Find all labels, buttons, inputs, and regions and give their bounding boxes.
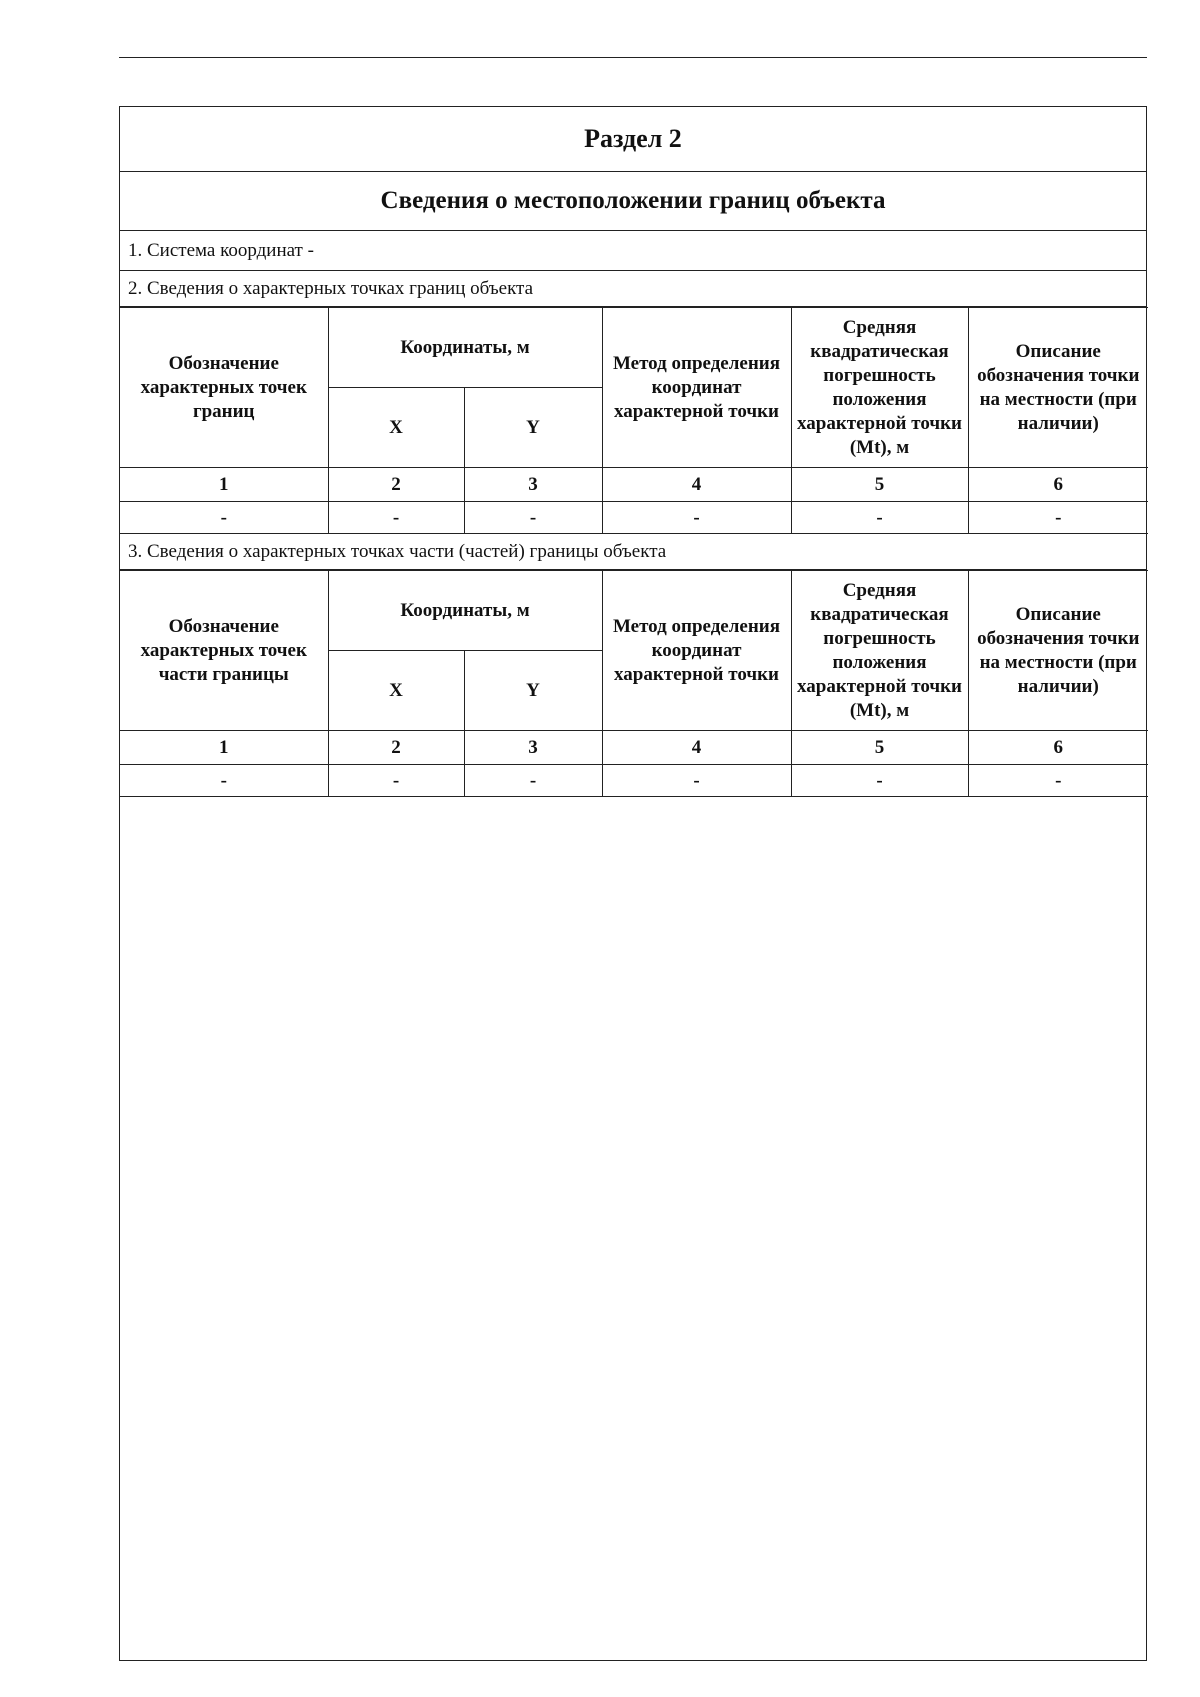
partial-boundary-points-table: [120, 570, 1148, 797]
column-number: 2: [328, 468, 464, 502]
table-cell: -: [120, 502, 328, 534]
column-numbers-row: [120, 731, 1148, 765]
header-error: Средняя квадратическая погрешность положения характерной точки (Mt), м: [791, 308, 968, 468]
header-description: Описание обозначения точки на местности (при наличии): [968, 571, 1148, 731]
section-title: Раздел 2: [120, 107, 1146, 172]
header-coordinates: Координаты, м: [328, 571, 602, 651]
column-number: 4: [602, 468, 791, 502]
boundary-points-table: [120, 307, 1148, 534]
table-cell: -: [791, 502, 968, 534]
column-number: 6: [968, 731, 1148, 765]
table-cell: -: [791, 765, 968, 797]
table-cell: -: [464, 765, 602, 797]
header-designation: Обозначение характерных точек части границы: [120, 571, 328, 731]
coordinate-system-line: 1. Система координат -: [120, 231, 1146, 271]
column-numbers-row: [120, 468, 1148, 502]
table-cell: -: [464, 502, 602, 534]
header-x: X: [328, 651, 464, 731]
table-cell: -: [968, 502, 1148, 534]
section-subtitle: Сведения о местоположении границ объекта: [120, 172, 1146, 231]
section-frame: [119, 106, 1147, 1661]
header-method: Метод определения координат характерной точки: [602, 571, 791, 731]
table2-caption: 3. Сведения о характерных точках части (частей) границы объекта: [120, 534, 1146, 570]
header-coordinates: Координаты, м: [328, 308, 602, 388]
table-header-row: [120, 571, 1148, 651]
column-number: 2: [328, 731, 464, 765]
column-number: 3: [464, 468, 602, 502]
table-header-row: [120, 308, 1148, 388]
table-cell: -: [328, 502, 464, 534]
column-number: 3: [464, 731, 602, 765]
table1-caption: 2. Сведения о характерных точках границ объекта: [120, 271, 1146, 307]
table-cell: -: [968, 765, 1148, 797]
table-cell: -: [602, 502, 791, 534]
header-error: Средняя квадратическая погрешность положения характерной точки (Mt), м: [791, 571, 968, 731]
header-x: X: [328, 388, 464, 468]
column-number: 4: [602, 731, 791, 765]
table-cell: -: [328, 765, 464, 797]
column-number: 5: [791, 468, 968, 502]
column-number: 6: [968, 468, 1148, 502]
top-rule: [119, 57, 1147, 58]
column-number: 5: [791, 731, 968, 765]
header-y: Y: [464, 651, 602, 731]
column-number: 1: [120, 468, 328, 502]
table-cell: -: [602, 765, 791, 797]
table-row: [120, 502, 1148, 534]
table-row: [120, 765, 1148, 797]
header-designation: Обозначение характерных точек границ: [120, 308, 328, 468]
table-cell: -: [120, 765, 328, 797]
column-number: 1: [120, 731, 328, 765]
header-method: Метод определения координат характерной точки: [602, 308, 791, 468]
header-description: Описание обозначения точки на местности (при наличии): [968, 308, 1148, 468]
header-y: Y: [464, 388, 602, 468]
